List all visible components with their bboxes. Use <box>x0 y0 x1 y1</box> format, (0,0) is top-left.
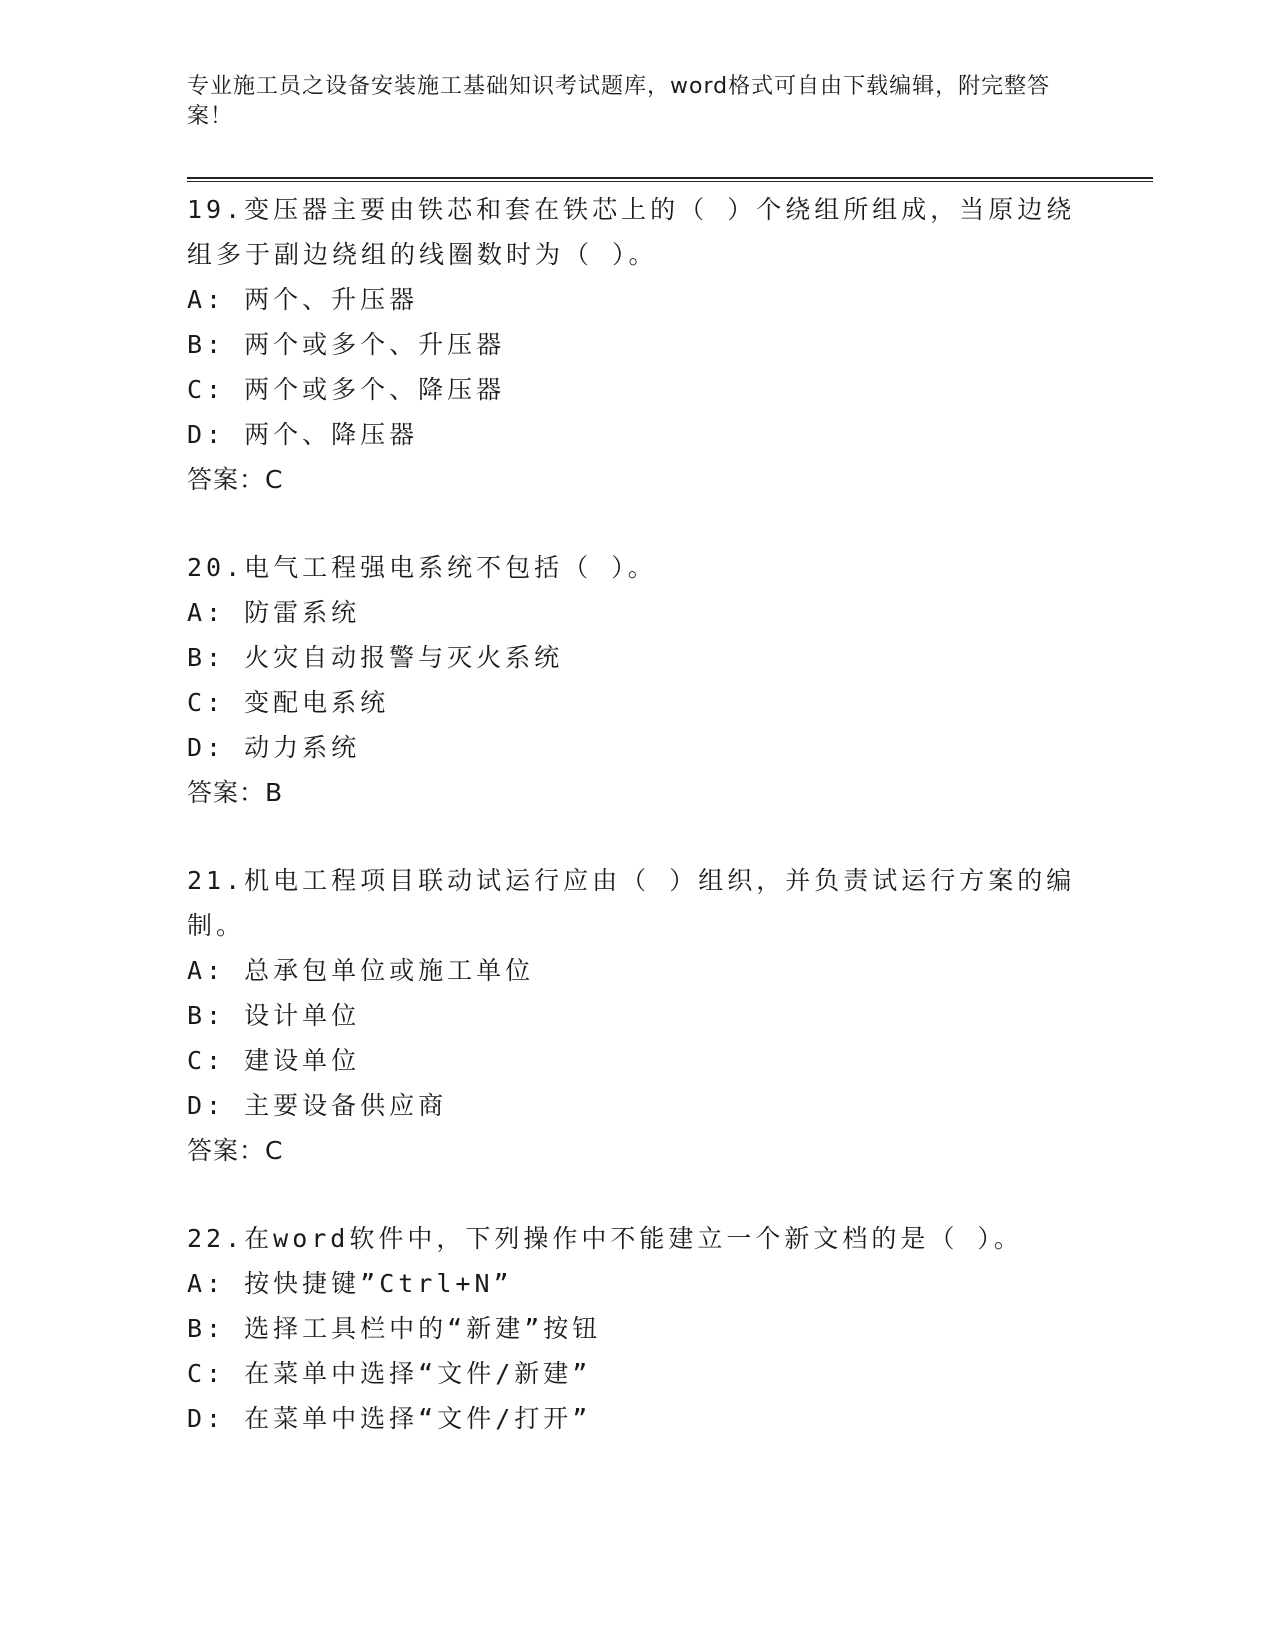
option-c: C: 在菜单中选择“文件/新建” <box>187 1359 592 1388</box>
option-c: C: 两个或多个、降压器 <box>187 375 506 404</box>
option-b: B: 火灾自动报警与灭火系统 <box>187 643 564 672</box>
question-stem: 19.变压器主要由铁芯和套在铁芯上的（ ）个绕组所组成，当原边绕组多于副边绕组的线圈数时为（ ）。 <box>187 195 1076 269</box>
document-header: 专业施工员之设备安装施工基础知识考试题库，word格式可自由下载编辑，附完整答案！ <box>187 74 1051 129</box>
option-b: B: 设计单位 <box>187 1001 361 1030</box>
question-stem: 20.电气工程强电系统不包括（ ）。 <box>187 553 657 582</box>
question-stem: 22.在word软件中，下列操作中不能建立一个新文档的是（ ）。 <box>187 1224 1023 1253</box>
option-a: A: 两个、升压器 <box>187 285 419 314</box>
answer-line: 答案：B <box>187 778 284 807</box>
option-a: A: 总承包单位或施工单位 <box>187 956 535 985</box>
option-d: D: 两个、降压器 <box>187 420 419 449</box>
option-b: B: 两个或多个、升压器 <box>187 330 506 359</box>
option-d: D: 在菜单中选择“文件/打开” <box>187 1404 592 1433</box>
question-stem: 21.机电工程项目联动试运行应由（ ）组织，并负责试运行方案的编制。 <box>187 866 1076 940</box>
option-b: B: 选择工具栏中的“新建”按钮 <box>187 1314 602 1343</box>
answer-line: 答案：C <box>187 1136 284 1165</box>
question-21 <box>187 858 1087 1173</box>
option-c: C: 建设单位 <box>187 1046 361 1075</box>
answer-line: 答案：C <box>187 465 284 494</box>
question-list <box>187 187 1087 1484</box>
option-a: A: 防雷系统 <box>187 598 361 627</box>
option-d: D: 动力系统 <box>187 733 361 762</box>
header-divider <box>187 177 1153 182</box>
option-c: C: 变配电系统 <box>187 688 390 717</box>
question-19 <box>187 187 1087 502</box>
question-20 <box>187 545 1087 815</box>
option-d: D: 主要设备供应商 <box>187 1091 448 1120</box>
question-22 <box>187 1216 1087 1441</box>
option-a: A: 按快捷键”Ctrl+N” <box>187 1269 513 1298</box>
